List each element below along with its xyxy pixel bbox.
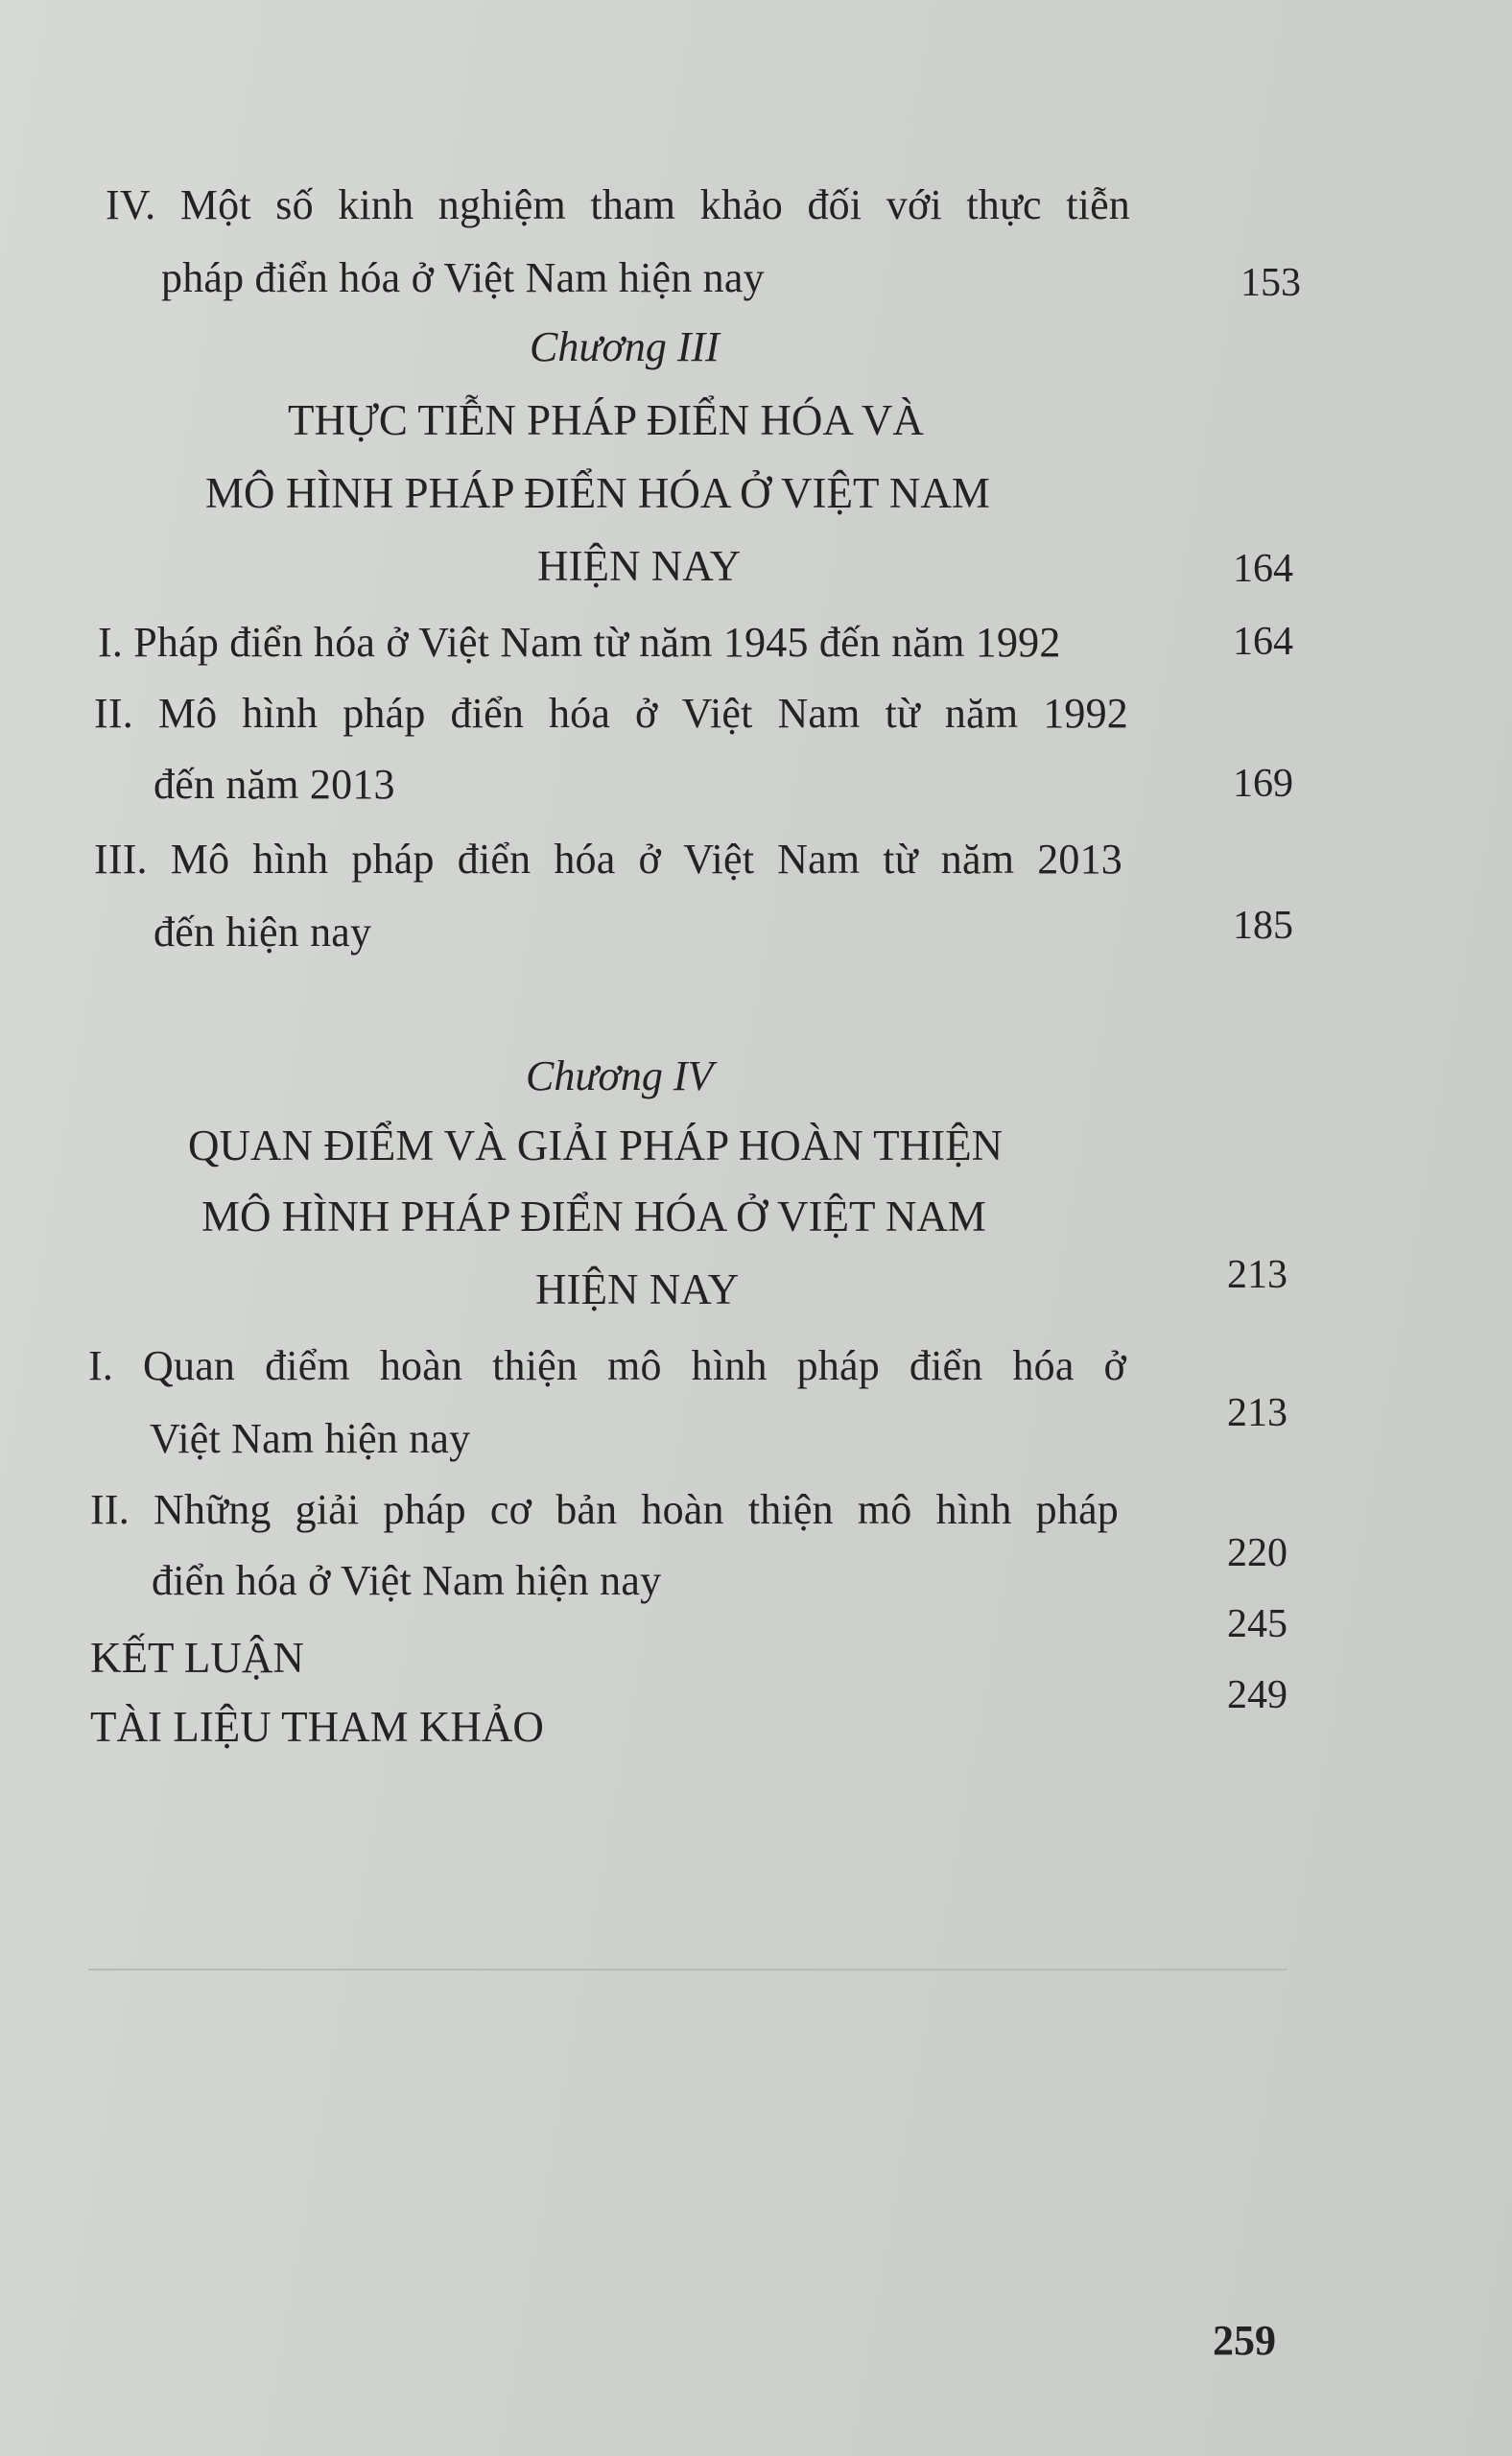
chapter4-title-line2: MÔ HÌNH PHÁP ĐIỂN HÓA Ở VIỆT NAM (201, 1193, 986, 1240)
chapter4-entry-i-line1: I. Quan điểm hoàn thiện mô hình pháp điển hóa ở (88, 1342, 1126, 1389)
chapter4-entry-i-page: 213 (1227, 1391, 1288, 1435)
toc-entry-iv-line1: IV. Một số kinh nghiệm tham khảo đối với thực tiễn (106, 181, 1130, 228)
conclusion-label: KẾT LUẬN (90, 1634, 304, 1682)
chapter4-entry-ii-page: 220 (1227, 1531, 1288, 1575)
chapter3-page: 164 (1233, 547, 1293, 591)
chapter4-entry-ii-line2: điển hóa ở Việt Nam hiện nay (152, 1557, 662, 1604)
conclusion-page: 245 (1227, 1602, 1288, 1646)
chapter3-entry-i-page: 164 (1233, 620, 1293, 664)
chapter4-title-line3: HIỆN NAY (535, 1265, 740, 1313)
chapter3-entry-iii-page: 185 (1233, 904, 1293, 948)
chapter4-label: Chương IV (526, 1052, 714, 1099)
chapter3-entry-ii-line2: đến năm 2013 (154, 761, 395, 808)
chapter3-title-line1: THỰC TIỄN PHÁP ĐIỂN HÓA VÀ (288, 396, 924, 444)
references-label: TÀI LIỆU THAM KHẢO (90, 1703, 544, 1751)
chapter4-page: 213 (1227, 1253, 1288, 1297)
chapter3-label: Chương III (530, 323, 720, 370)
chapter3-entry-ii-page: 169 (1233, 762, 1293, 806)
page-number: 259 (1213, 2317, 1276, 2364)
chapter4-entry-i-line2: Việt Nam hiện nay (150, 1415, 471, 1462)
references-page: 249 (1227, 1673, 1288, 1717)
divider-line (88, 1969, 1288, 1971)
chapter3-title-line3: HIỆN NAY (537, 542, 742, 590)
toc-entry-iv-line2: pháp điển hóa ở Việt Nam hiện nay (161, 254, 765, 301)
chapter4-entry-ii-line1: II. Những giải pháp cơ bản hoàn thiện mô hình pháp (90, 1486, 1119, 1533)
chapter3-entry-iii-line2: đến hiện nay (154, 909, 372, 956)
chapter3-entry-i: I. Pháp điển hóa ở Việt Nam từ năm 1945 đến năm 1992 (98, 619, 1061, 666)
toc-entry-iv-page: 153 (1240, 261, 1301, 305)
chapter3-entry-ii-line1: II. Mô hình pháp điển hóa ở Việt Nam từ năm 1992 (94, 690, 1128, 737)
chapter3-title-line2: MÔ HÌNH PHÁP ĐIỂN HÓA Ở VIỆT NAM (205, 469, 990, 517)
chapter4-title-line1: QUAN ĐIỂM VÀ GIẢI PHÁP HOÀN THIỆN (188, 1122, 1004, 1169)
chapter3-entry-iii-line1: III. Mô hình pháp điển hóa ở Việt Nam từ năm 2013 (94, 836, 1122, 883)
